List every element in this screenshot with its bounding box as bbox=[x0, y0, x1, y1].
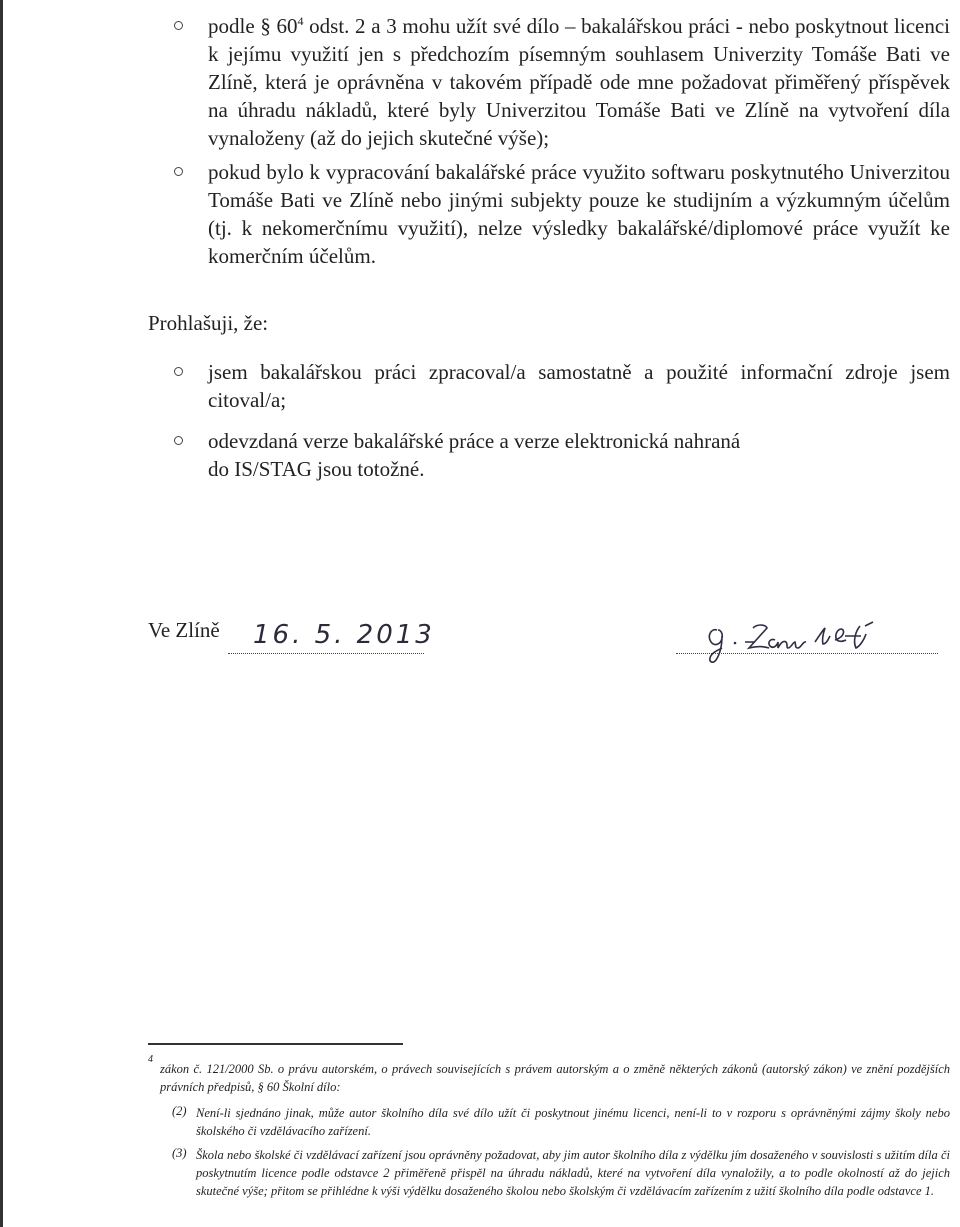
footnote-item-text: Škola nebo školské či vzdělávací zařízení jsou oprávněny požadovat, aby jim autor školního díla z výdělku jím dosaženého v souvislosti s užitím díla či poskytnutím licence podle odstavce 2 přiměřeně přispěl na úhradu nákladů, které na vytvoření díla vynaložily, a to podle okolností až do jejich skutečné výše; přitom se přihlédne k výši výdělku dosaženého školou nebo školským či vzdělávacím zařízením z užití školního díla podle odstavce 1. bbox=[196, 1148, 950, 1198]
bullet-icon bbox=[174, 436, 183, 445]
declaration-text-line-1: odevzdaná verze bakalářské práce a verze elektronická nahraná bbox=[208, 429, 741, 453]
handwritten-date: 16. 5. 2013 bbox=[253, 620, 435, 650]
bullet-icon bbox=[174, 167, 183, 176]
declaration-text-line-2: do IS/STAG jsou totožné. bbox=[208, 457, 425, 481]
list-item-usage-rights bbox=[208, 12, 950, 152]
list-item-text: pokud bylo k vypracování bakalářské práce využito softwaru poskytnutého Univerzitou Tomáše Bati ve Zlíně nebo jinými subjekty pouze ke studijním a výzkumným účelům (tj. k nekomerčnímu využití), nelze výsledky bakalářské/diplomové práce využít ke komerčním účelům. bbox=[208, 160, 950, 268]
date-dotted-line bbox=[228, 653, 424, 654]
declaration-heading: Prohlašuji, že: bbox=[148, 311, 269, 335]
footnote-main-text: zákon č. 121/2000 Sb. o právu autorském, o právech souvisejících s právem autorským a o změně některých zákonů (autorský zákon) ve znění pozdějších právních předpisů, § 60 Školní dílo: bbox=[160, 1062, 950, 1094]
declaration-item-identical bbox=[208, 427, 950, 483]
page-edge-rule bbox=[0, 0, 3, 1227]
footnote-item-text: Není-li sjednáno jinak, může autor školního díla své dílo užít či poskytnout jinému licenci, není-li to v rozporu s oprávněnými zájmy školy nebo školského či vzdělávacího zařízení. bbox=[196, 1106, 950, 1138]
footnote-separator bbox=[148, 1043, 403, 1045]
footnote-reference: 4 bbox=[297, 14, 304, 28]
declaration-item-independent bbox=[208, 358, 950, 414]
list-item-text: odst. 2 a 3 mohu užít své dílo – bakalářskou práci - nebo poskytnout licenci k jejímu využití jen s předchozím písemným souhlasem Univerzity Tomáše Bati ve Zlíně, která je oprávněna v takovém případě ode mne požadovat přiměřený příspěvek na úhradu nákladů, které byly Univerzitou Tomáše Bati ve Zlíně na vytvoření díla vynaloženy (až do jejich skutečné výše); bbox=[208, 14, 950, 150]
bullet-icon bbox=[174, 21, 183, 30]
handwritten-signature bbox=[695, 606, 895, 666]
footnote-item-number: (2) bbox=[172, 1104, 187, 1118]
list-item-software bbox=[208, 158, 950, 270]
list-item-prefix: podle § 60 bbox=[208, 14, 298, 38]
footnote-mark: 4 bbox=[148, 1054, 153, 1065]
bullet-icon bbox=[174, 367, 183, 376]
place-label: Ve Zlíně bbox=[148, 618, 220, 642]
declaration-text: jsem bakalářskou práci zpracoval/a samostatně a použité informační zdroje jsem citoval/a; bbox=[208, 360, 950, 412]
footnote-item-number: (3) bbox=[172, 1146, 187, 1160]
